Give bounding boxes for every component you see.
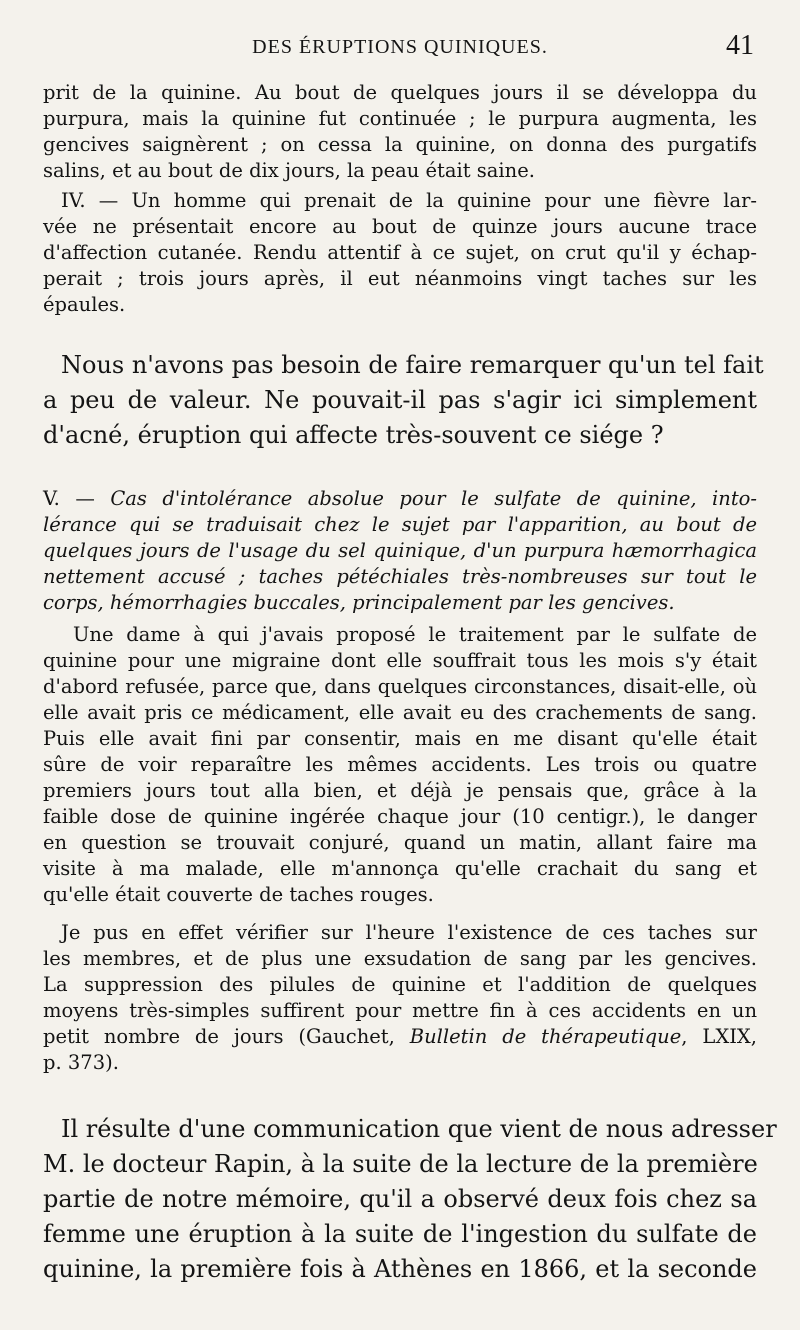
text-line: quelques jours de l'usage du sel quinique, d'un purpura hæmorrhagica bbox=[43, 539, 757, 562]
text-line: p. 373). bbox=[43, 1051, 119, 1074]
page-number: 41 bbox=[726, 30, 754, 61]
text-line: Je pus en effet vérifier sur l'heure l'existence de ces taches sur bbox=[61, 921, 757, 944]
text-line: Il résulte d'une communication que vient de nous adresser bbox=[61, 1115, 777, 1143]
text-line: perait ; trois jours après, il eut néanmoins vingt taches sur les bbox=[43, 267, 757, 290]
paragraph-commentary-1 bbox=[43, 348, 764, 453]
text-line: IV. — Un homme qui prenait de la quinine pour une fièvre lar- bbox=[61, 189, 757, 212]
text-line: a peu de valeur. Ne pouvait-il pas s'agir ici simplement bbox=[43, 386, 757, 414]
text-line: quinine, la première fois à Athènes en 1866, et la seconde bbox=[43, 1255, 757, 1283]
paragraph-case-v-body bbox=[43, 622, 757, 908]
text-line: Puis elle avait fini par consentir, mais en me disant qu'elle était bbox=[43, 727, 757, 750]
text-line: épaules. bbox=[43, 293, 126, 316]
paragraph-1 bbox=[43, 80, 757, 184]
text-line: d'abord refusée, parce que, dans quelques circonstances, disait-elle, où bbox=[43, 675, 757, 698]
text-line: salins, et au bout de dix jours, la peau était saine. bbox=[43, 159, 535, 182]
page-header bbox=[0, 30, 800, 66]
text-line: quinine pour une migraine dont elle souffrait tous les mois s'y était bbox=[43, 649, 757, 672]
text-line: nettement accusé ; taches pétéchiales très-nombreuses sur tout le bbox=[43, 565, 757, 588]
text-line: femme une éruption à la suite de l'ingestion du sulfate de bbox=[43, 1220, 757, 1248]
text-line: qu'elle était couverte de taches rouges. bbox=[43, 883, 434, 906]
paragraph-case-v-outcome bbox=[43, 920, 757, 1076]
paragraph-case-iv bbox=[43, 188, 757, 318]
text-line: gencives saignèrent ; on cessa la quinine, on donna des purgatifs bbox=[43, 133, 757, 156]
case-number: V. — bbox=[43, 487, 111, 510]
text-line: faible dose de quinine ingérée chaque jour (10 centigr.), le danger bbox=[43, 805, 757, 828]
text-line: lérance qui se traduisait chez le sujet par l'apparition, au bout de bbox=[43, 513, 757, 536]
running-title: DES ÉRUPTIONS QUINIQUES. bbox=[252, 36, 548, 58]
text-line: La suppression des pilules de quinine et l'addition de quelques bbox=[43, 973, 757, 996]
text-line: d'acné, éruption qui affecte très-souvent ce siége ? bbox=[43, 421, 664, 449]
text-line: sûre de voir reparaître les mêmes accidents. Les trois ou quatre bbox=[43, 753, 757, 776]
text-line: Une dame à qui j'avais proposé le traitement par le sulfate de bbox=[73, 623, 757, 646]
paragraph-case-v-summary bbox=[43, 486, 757, 616]
text-line: visite à ma malade, elle m'annonça qu'elle crachait du sang et bbox=[43, 857, 757, 880]
text-line: partie de notre mémoire, qu'il a observé deux fois chez sa bbox=[43, 1185, 757, 1213]
text-line: petit nombre de jours (Gauchet, Bulletin de thérapeutique, LXIX, bbox=[43, 1025, 758, 1048]
citation-title: Bulletin de thérapeutique bbox=[409, 1025, 682, 1048]
text-line: premiers jours tout alla bien, et déjà je pensais que, grâce à la bbox=[43, 779, 757, 802]
text-line: vée ne présentait encore au bout de quinze jours aucune trace bbox=[43, 215, 757, 238]
text-line: V. — Cas d'intolérance absolue pour le sulfate de quinine, into- bbox=[43, 487, 757, 510]
text-line: moyens très-simples suffirent pour mettre fin à ces accidents en un bbox=[43, 999, 757, 1022]
text-line: elle avait pris ce médicament, elle avait eu des crachements de sang. bbox=[43, 701, 757, 724]
text-line: les membres, et de plus une exsudation de sang par les gencives. bbox=[43, 947, 757, 970]
text-line: M. le docteur Rapin, à la suite de la lecture de la première bbox=[43, 1150, 758, 1178]
paragraph-commentary-2 bbox=[43, 1112, 777, 1287]
text-line: en question se trouvait conjuré, quand un matin, allant faire ma bbox=[43, 831, 757, 854]
text-line: d'affection cutanée. Rendu attentif à ce sujet, on crut qu'il y échap- bbox=[43, 241, 757, 264]
text-line: prit de la quinine. Au bout de quelques jours il se développa du bbox=[43, 81, 757, 104]
text-line: Nous n'avons pas besoin de faire remarquer qu'un tel fait bbox=[61, 351, 764, 379]
text-line: corps, hémorrhagies buccales, principalement par les gencives. bbox=[43, 591, 675, 614]
text-line: purpura, mais la quinine fut continuée ; le purpura augmenta, les bbox=[43, 107, 757, 130]
